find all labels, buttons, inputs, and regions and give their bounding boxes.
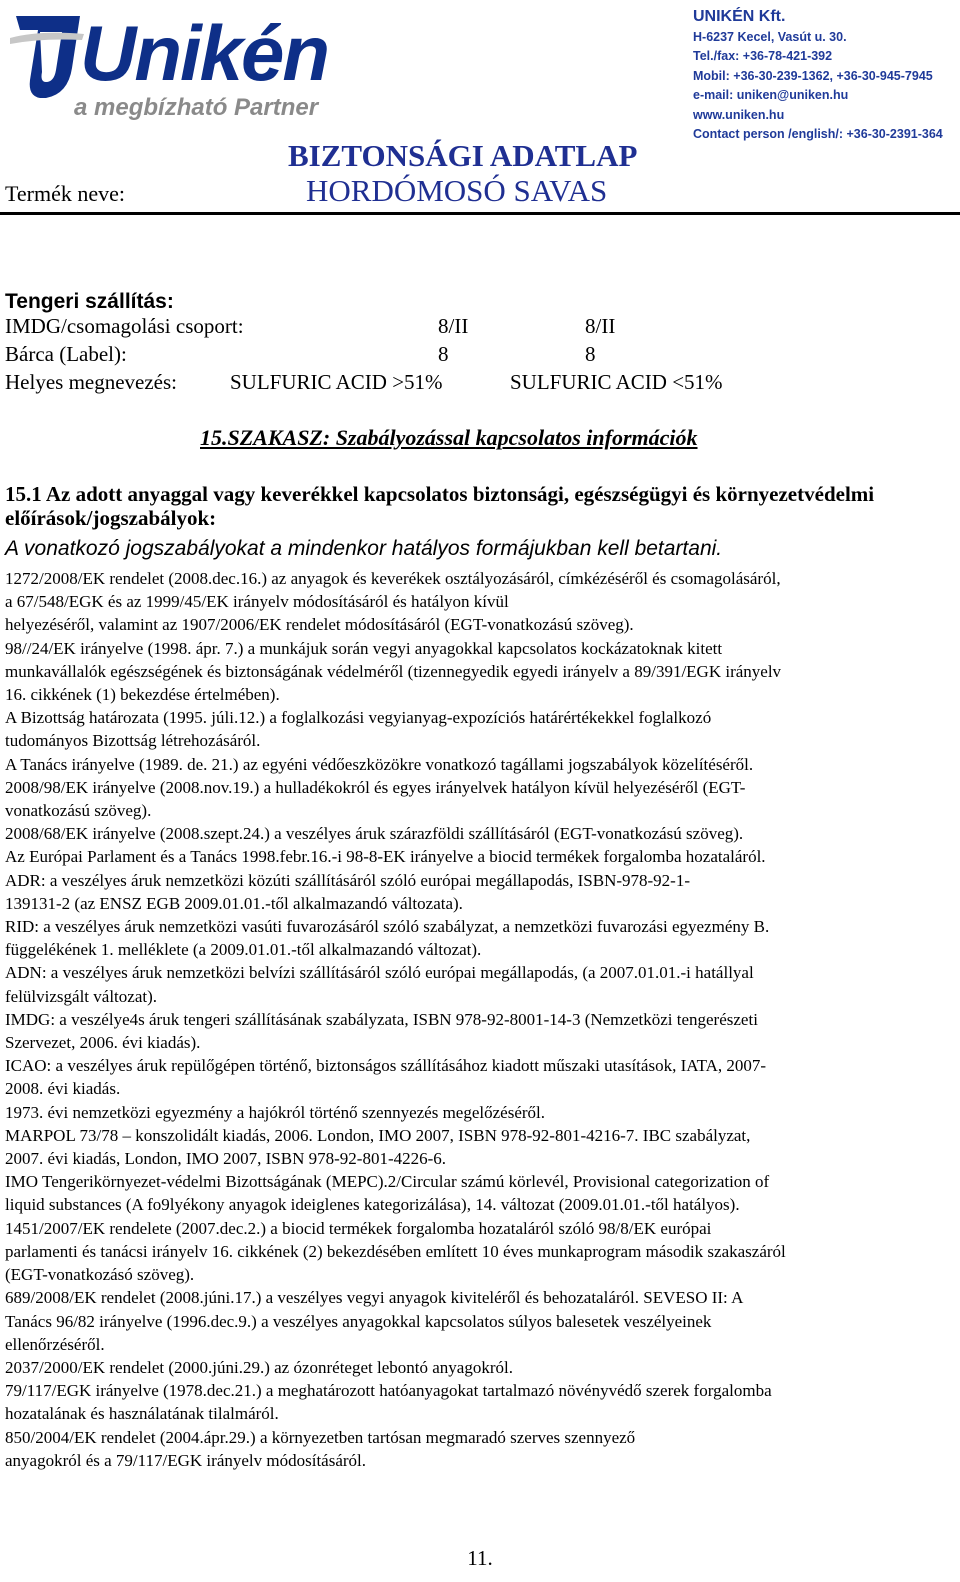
regulation-line: 16. cikkének (1) bekezdése értelmében). — [5, 685, 280, 705]
regulation-line: 2008/98/EK irányelve (2008.nov.19.) a hulladékokról és egyes irányelvek hatályon kívül helyezéséről (EGT- — [5, 777, 746, 797]
regulation-line: 139131-2 (az ENSZ EGB 2009.01.01.-től alkalmazandó változata). — [5, 893, 463, 913]
regulation-line: liquid substances (A fo9lyékony anyagok ideiglenes kategorizálása), 14. változat (2009.01.01.-től hatályos). — [5, 1195, 740, 1215]
regulation-line: 1272/2008/EK rendelet (2008.dec.16.) az anyagok és keverékek osztályozásáról, címkézéséről és csomagolásáról, — [5, 569, 781, 588]
product-label: Termék neve: — [5, 181, 126, 206]
logo-slogan: a megbízható Partner — [74, 94, 319, 121]
regulation-line: 98//24/EK irányelve (1998. ápr. 7.) a munkájuk során vegyi anyagokkal kapcsolatos kockázatoknak kitett — [5, 638, 723, 658]
transport-row-value: 8 — [438, 342, 449, 366]
regulation-line: 2007. évi kiadás, London, IMO 2007, ISBN 978-92-801-4226-6. — [5, 1149, 447, 1169]
regulation-line: A Tanács irányelve (1989. de. 21.) az egyéni védőeszközökre vonatkozó tagállami jogszabályok közelítéséről. — [5, 754, 754, 774]
company-contact-block — [693, 6, 958, 144]
regulation-line: ADN: a veszélyes áruk nemzetközi belvízi szállításáról szóló európai megállapodás, (a 2007.01.01.-i hatállyal — [5, 963, 754, 983]
regulation-line: ICAO: a veszélyes áruk repülőgépen történő, biztonságos szállításához kiadott műszaki utasítások, IATA, 2007- — [5, 1056, 767, 1076]
company-name: UNIKÉN Kft. — [693, 8, 786, 25]
document-title: BIZTONSÁGI ADATLAP — [288, 138, 638, 173]
regulation-line: ADR: a veszélyes áruk nemzetközi közúti szállításáról szóló európai megállapodás, ISBN-978-92-1- — [5, 870, 690, 890]
company-phone: Tel./fax: +36-78-421-392 — [693, 49, 833, 64]
regulation-line: (EGT-vonatkozásó szöveg). — [5, 1265, 195, 1285]
regulation-line: RID: a veszélyes áruk nemzetközi vasúti fuvarozásáról szóló szabályzat, a nemzetközi fuvarozási egyezmény B. — [5, 917, 770, 937]
transport-row-label: IMDG/csomagolási csoport: — [5, 314, 244, 338]
section-intro: A vonatkozó jogszabályokat a mindenkor hatályos formájukban kell betartani. — [5, 537, 723, 560]
regulation-line: IMDG: a veszélye4s áruk tengeri szállításának szabályzata, ISBN 978-92-8001-14-3 (Nemzetközi tengerészeti — [5, 1009, 758, 1029]
regulation-line: 2037/2000/EK rendelet (2000.júni.29.) az ózonréteget lebontó anyagokról. — [5, 1357, 513, 1377]
regulation-line: MARPOL 73/78 – konszolidált kiadás, 2006. London, IMO 2007, ISBN 978-92-801-4216-7. IBC szabályzat, — [5, 1125, 751, 1145]
transport-row-value: SULFURIC ACID >51% — [230, 370, 443, 394]
regulation-line: 1973. évi nemzetközi egyezmény a hajókról történő szennyezés megelőzéséről. — [5, 1102, 546, 1122]
regulation-line: hozatalának és használatának tilalmáról. — [5, 1404, 279, 1424]
regulation-line: Az Európai Parlament és a Tanács 1998.febr.16.-i 98-8-EK irányelve a biocid termékek forgalomba hozataláról. — [5, 847, 766, 867]
company-contact-person: Contact person /english/: +36-30-2391-364 — [693, 127, 943, 142]
product-name: HORDÓMOSÓ SAVAS — [306, 173, 608, 208]
transport-row-value: 8/II — [438, 314, 469, 338]
regulation-line: anyagokról és a 79/117/EGK irányelv módosításáról. — [5, 1450, 367, 1470]
subsection-heading: 15.1 Az adott anyaggal vagy keverékkel kapcsolatos biztonsági, egészségügyi és környezetvédelmi előírások/jogszabályok: — [5, 482, 875, 530]
regulation-line: munkavállalók egészségének és biztonságának védelméről (tizennegyedik egyedi irányelv a 89/391/EGK irányelv — [5, 661, 782, 681]
regulation-line: Szervezet, 2006. évi kiadás). — [5, 1033, 201, 1053]
regulations-list — [5, 567, 955, 1472]
regulation-line: 2008/68/EK irányelve (2008.szept.24.) a veszélyes áruk szárazföldi szállításáról (EGT-vonatkozású szöveg). — [5, 824, 744, 844]
regulation-line: felülvizsgált változat). — [5, 986, 157, 1006]
regulation-line: helyezéséről, valamint az 1907/2006/EK rendelet módosításáról (EGT-vonatkozású szöveg). — [5, 615, 634, 635]
regulation-line: ellenőrzéséről. — [5, 1334, 105, 1354]
regulation-line: függelékének 1. melléklete (a 2009.01.01.-től alkalmazandó változat). — [5, 940, 482, 960]
regulation-line: 1451/2007/EK rendelete (2007.dec.2.) a biocid termékek forgalomba hozataláról szóló 98/8/EK európai — [5, 1218, 712, 1238]
regulation-line: A Bizottság határozata (1995. júli.12.) a foglalkozási vegyianyag-expozíciós határértékekkel foglalkozó — [5, 708, 712, 728]
logo-wordmark: Unikén — [80, 9, 329, 97]
regulation-line: 850/2004/EK rendelet (2004.ápr.29.) a környezetben tartósan megmaradó szerves szennyező — [5, 1427, 636, 1447]
regulation-line: parlamenti és tanácsi irányelv 16. cikkének (2) bekezdésében említett 10 éves munkaprogram második szakaszáról — [5, 1241, 786, 1261]
regulation-line: 79/117/EGK irányelve (1978.dec.21.) a meghatározott hatóanyagokat tartalmazó növényvédő szerek forgalomba — [5, 1381, 772, 1401]
sea-transport-heading: Tengeri szállítás: — [5, 290, 174, 313]
page-number: 11. — [467, 1546, 493, 1570]
header-divider — [0, 212, 960, 215]
regulation-line: vonatkozású szöveg). — [5, 801, 152, 821]
transport-row-value: SULFURIC ACID <51% — [510, 370, 723, 394]
company-website: www.uniken.hu — [693, 107, 785, 122]
regulation-line: tudományos Bizottság létrehozásáról. — [5, 731, 261, 751]
transport-row-label: Helyes megnevezés: — [5, 370, 178, 394]
company-mobile: Mobil: +36-30-239-1362, +36-30-945-7945 — [693, 68, 933, 83]
transport-row-value: 8 — [585, 342, 596, 366]
regulation-line: 689/2008/EK rendelet (2008.júni.17.) a veszélyes vegyi anyagok kiviteléről és behozataláról. SEVESO II: A — [5, 1288, 744, 1308]
regulation-line: a 67/548/EGK és az 1999/45/EK irányelv módosításáról és hatályon kívül — [5, 592, 509, 612]
section-title: 15.SZAKASZ: Szabályozással kapcsolatos információk — [200, 425, 698, 450]
regulation-line: IMO Tengerikörnyezet-védelmi Bizottságának (MEPC).2/Circular számú körlevél, Provisional categorization of — [5, 1172, 770, 1192]
regulation-line: Tanács 96/82 irányelve (1996.dec.9.) a veszélyes anyagokkal kapcsolatos súlyos balesetek veszélyeinek — [5, 1311, 712, 1331]
transport-row-label: Bárca (Label): — [5, 342, 127, 366]
company-email: e-mail: uniken@uniken.hu — [693, 88, 849, 103]
company-address: H-6237 Kecel, Vasút u. 30. — [693, 30, 847, 44]
transport-row-value: 8/II — [585, 314, 616, 338]
regulation-line: 2008. évi kiadás. — [5, 1079, 121, 1099]
